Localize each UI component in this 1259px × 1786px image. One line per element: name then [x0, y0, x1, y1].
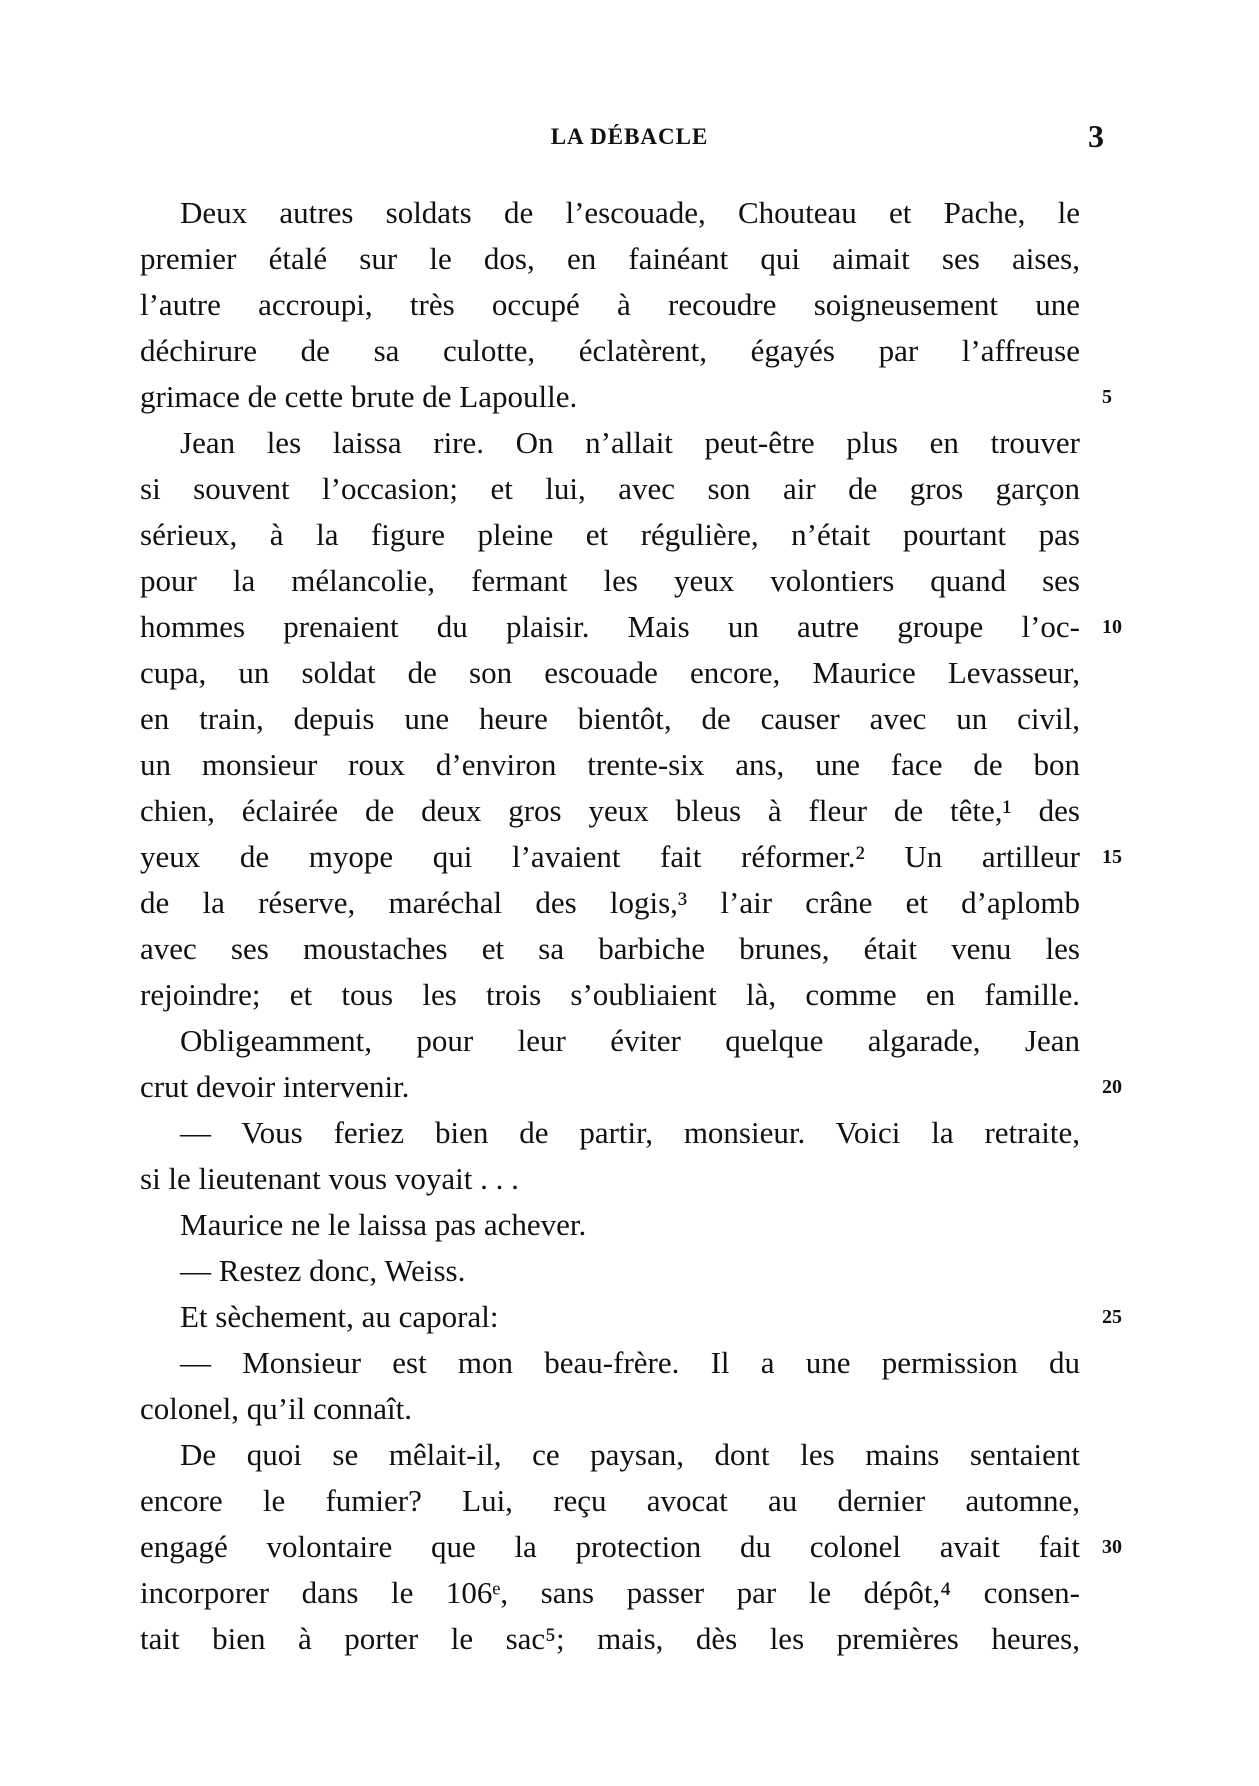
- line-text: cupa, un soldat de son escouade encore, Maurice Levasseur,: [140, 655, 1080, 690]
- text-line: [140, 558, 1080, 604]
- line-text: Deux autres soldats de l’escouade, Chouteau et Pache, le: [180, 195, 1080, 230]
- line-text: si le lieutenant vous voyait . . .: [140, 1161, 519, 1196]
- line-text: Jean les laissa rire. On n’allait peut-être plus en trouver: [180, 425, 1080, 460]
- text-line: [140, 512, 1080, 558]
- text-line: [140, 1110, 1080, 1156]
- line-text: colonel, qu’il connaît.: [140, 1391, 413, 1426]
- line-number: 20: [1102, 1076, 1122, 1098]
- text-line: [140, 1248, 1080, 1294]
- text-line: [140, 420, 1080, 466]
- text-line: [140, 1432, 1080, 1478]
- line-number: 5: [1102, 386, 1112, 408]
- text-line: [140, 1570, 1080, 1616]
- text-line: [140, 1386, 1080, 1432]
- line-text: si souvent l’occasion; et lui, avec son air de gros garçon: [140, 471, 1080, 506]
- line-text: tait bien à porter le sac⁵; mais, dès les premières heures,: [140, 1621, 1080, 1656]
- line-text: déchirure de sa culotte, éclatèrent, égayés par l’affreuse: [140, 333, 1080, 368]
- line-text: sérieux, à la figure pleine et régulière, n’était pourtant pas: [140, 517, 1080, 552]
- text-line: [140, 788, 1080, 834]
- text-line: [140, 742, 1080, 788]
- line-text: avec ses moustaches et sa barbiche brunes, était venu les: [140, 931, 1080, 966]
- line-text: rejoindre; et tous les trois s’oubliaient là, comme en famille.: [140, 977, 1080, 1012]
- text-line: [140, 696, 1080, 742]
- text-line: [140, 466, 1080, 512]
- text-line: [140, 1478, 1080, 1524]
- line-text: engagé volontaire que la protection du colonel avait fait: [140, 1529, 1080, 1564]
- line-text: pour la mélancolie, fermant les yeux volontiers quand ses: [140, 563, 1080, 598]
- line-text: grimace de cette brute de Lapoulle.: [140, 379, 578, 414]
- line-text: premier étalé sur le dos, en fainéant qui aimait ses aises,: [140, 241, 1080, 276]
- text-line: [140, 1064, 1122, 1110]
- text-line: [140, 1202, 1080, 1248]
- line-text: chien, éclairée de deux gros yeux bleus à fleur de tête,¹ des: [140, 793, 1080, 828]
- line-text: De quoi se mêlait-il, ce paysan, dont les mains sentaient: [180, 1437, 1080, 1472]
- line-text: de la réserve, maréchal des logis,³ l’air crâne et d’aplomb: [140, 885, 1080, 920]
- text-line: [140, 282, 1080, 328]
- text-line: [140, 328, 1080, 374]
- line-number: 15: [1102, 846, 1122, 868]
- line-text: — Monsieur est mon beau-frère. Il a une permission du: [180, 1345, 1080, 1380]
- line-text: encore le fumier? Lui, reçu avocat au dernier automne,: [140, 1483, 1080, 1518]
- line-text: Et sèchement, au caporal:: [180, 1299, 499, 1334]
- page-header: [0, 118, 1259, 158]
- text-line: [140, 1524, 1122, 1570]
- page-number: 3: [1088, 118, 1104, 154]
- line-text: Maurice ne le laissa pas achever.: [180, 1207, 587, 1242]
- text-line: [140, 236, 1080, 282]
- running-title: LA DÉBACLE: [550, 124, 709, 149]
- text-line: [140, 880, 1080, 926]
- body-text: [140, 190, 1122, 1662]
- line-text: Obligeamment, pour leur éviter quelque algarade, Jean: [180, 1023, 1080, 1058]
- line-text: yeux de myope qui l’avaient fait réformer.² Un artilleur: [140, 839, 1080, 874]
- line-text: en train, depuis une heure bientôt, de causer avec un civil,: [140, 701, 1080, 736]
- line-number: 30: [1102, 1536, 1122, 1558]
- line-number: 10: [1102, 616, 1122, 638]
- text-line: [140, 604, 1122, 650]
- line-number: 25: [1102, 1306, 1122, 1328]
- text-line: [140, 834, 1122, 880]
- text-line: [140, 374, 1112, 420]
- text-line: [140, 190, 1080, 236]
- line-text: crut devoir intervenir.: [140, 1069, 410, 1104]
- text-line: [140, 1156, 1080, 1202]
- text-line: [140, 1616, 1080, 1662]
- text-line: [140, 1018, 1080, 1064]
- line-text: incorporer dans le 106ᵉ, sans passer par le dépôt,⁴ consen-: [140, 1575, 1080, 1610]
- line-text: l’autre accroupi, très occupé à recoudre soigneusement une: [140, 287, 1080, 322]
- text-line: [140, 926, 1080, 972]
- line-text: un monsieur roux d’environ trente-six ans, une face de bon: [140, 747, 1080, 782]
- line-text: — Restez donc, Weiss.: [180, 1253, 466, 1288]
- text-line: [140, 650, 1080, 696]
- text-line: [140, 1294, 1122, 1340]
- line-text: hommes prenaient du plaisir. Mais un autre groupe l’oc-: [140, 609, 1080, 644]
- text-line: [140, 972, 1080, 1018]
- line-text: — Vous feriez bien de partir, monsieur. Voici la retraite,: [180, 1115, 1080, 1150]
- text-line: [140, 1340, 1080, 1386]
